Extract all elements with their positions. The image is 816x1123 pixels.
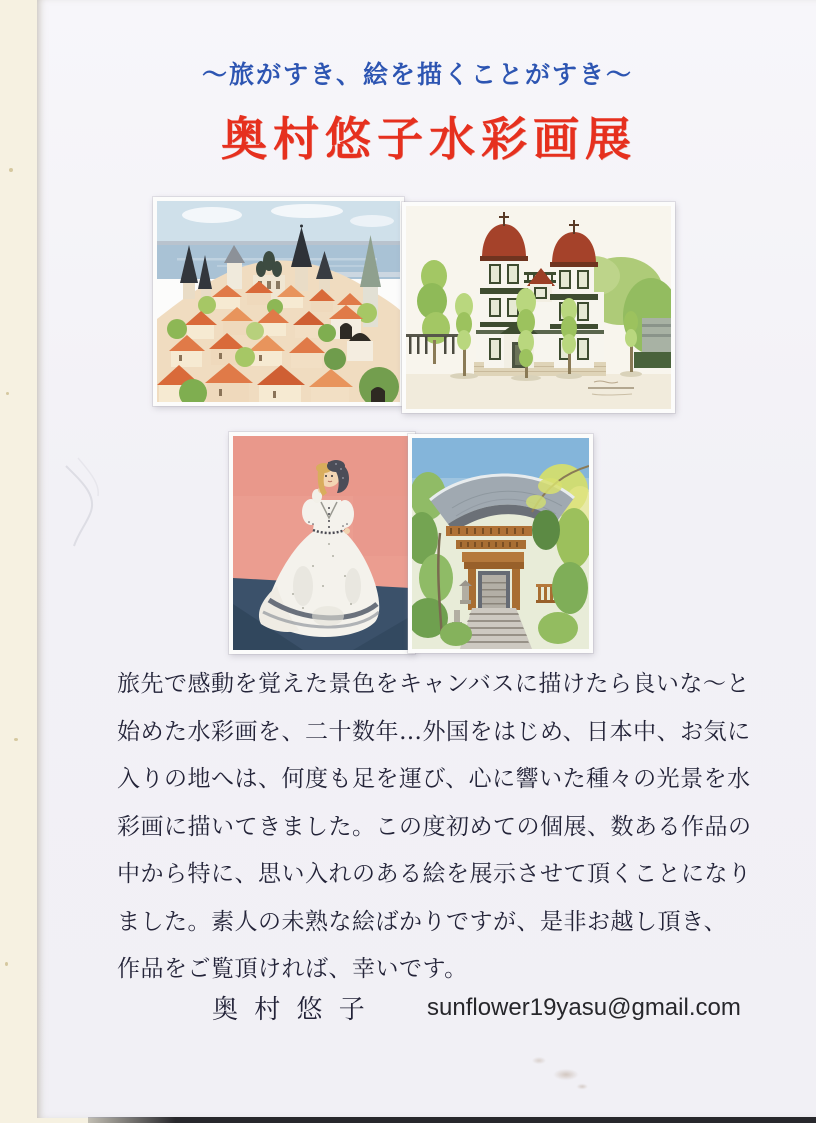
watercolor-doll-image xyxy=(233,436,411,650)
watercolor-cityscape-image xyxy=(157,201,400,402)
scan-stain xyxy=(512,1046,602,1098)
flyer-subtitle: ～旅がすき、絵を描くことがすき～ xyxy=(202,60,634,89)
watercolor-temple-image xyxy=(412,438,589,649)
contact-email: sunflower19yasu@gmail.com xyxy=(427,994,741,1021)
scan-crease-mark xyxy=(48,438,138,568)
painting-old-town-cityscape xyxy=(153,197,404,406)
scan-speck xyxy=(6,392,9,395)
watercolor-building-image xyxy=(406,206,671,409)
painting-doll-in-white-gown xyxy=(229,432,415,654)
scan-bottom-edge xyxy=(88,1117,816,1123)
intro-line-5: 中から特に、思い入れのある絵を展示させて頂くことになり xyxy=(117,861,752,887)
intro-line-6: ました。素人の未熟な絵ばかりですが、是非お越し頂き、 xyxy=(117,908,728,935)
scan-speck xyxy=(14,738,18,741)
exhibition-title: 奥村悠子水彩画展 xyxy=(221,112,637,166)
intro-line-7: 作品をご覧頂ければ、幸いです。 xyxy=(117,956,468,982)
intro-line-4: 彩画に描いてきました。この度初めての個展、数ある作品の xyxy=(117,813,752,840)
painting-western-style-building xyxy=(402,202,675,413)
scan-speck xyxy=(5,962,8,966)
intro-line-3: 入りの地へは、何度も足を運び、心に響いた種々の光景を水 xyxy=(117,766,751,792)
scan-speck xyxy=(9,168,13,172)
painting-temple-gate-steps xyxy=(408,434,593,653)
artist-name: 奥 村 悠 子 xyxy=(212,995,369,1025)
intro-line-1: 旅先で感動を覚えた景色をキャンバスに描けたら良いな～と xyxy=(117,671,750,697)
introduction-text xyxy=(117,661,752,994)
intro-line-2: 始めた水彩画を、二十数年…外国をはじめ、日本中、お気に xyxy=(117,718,751,745)
